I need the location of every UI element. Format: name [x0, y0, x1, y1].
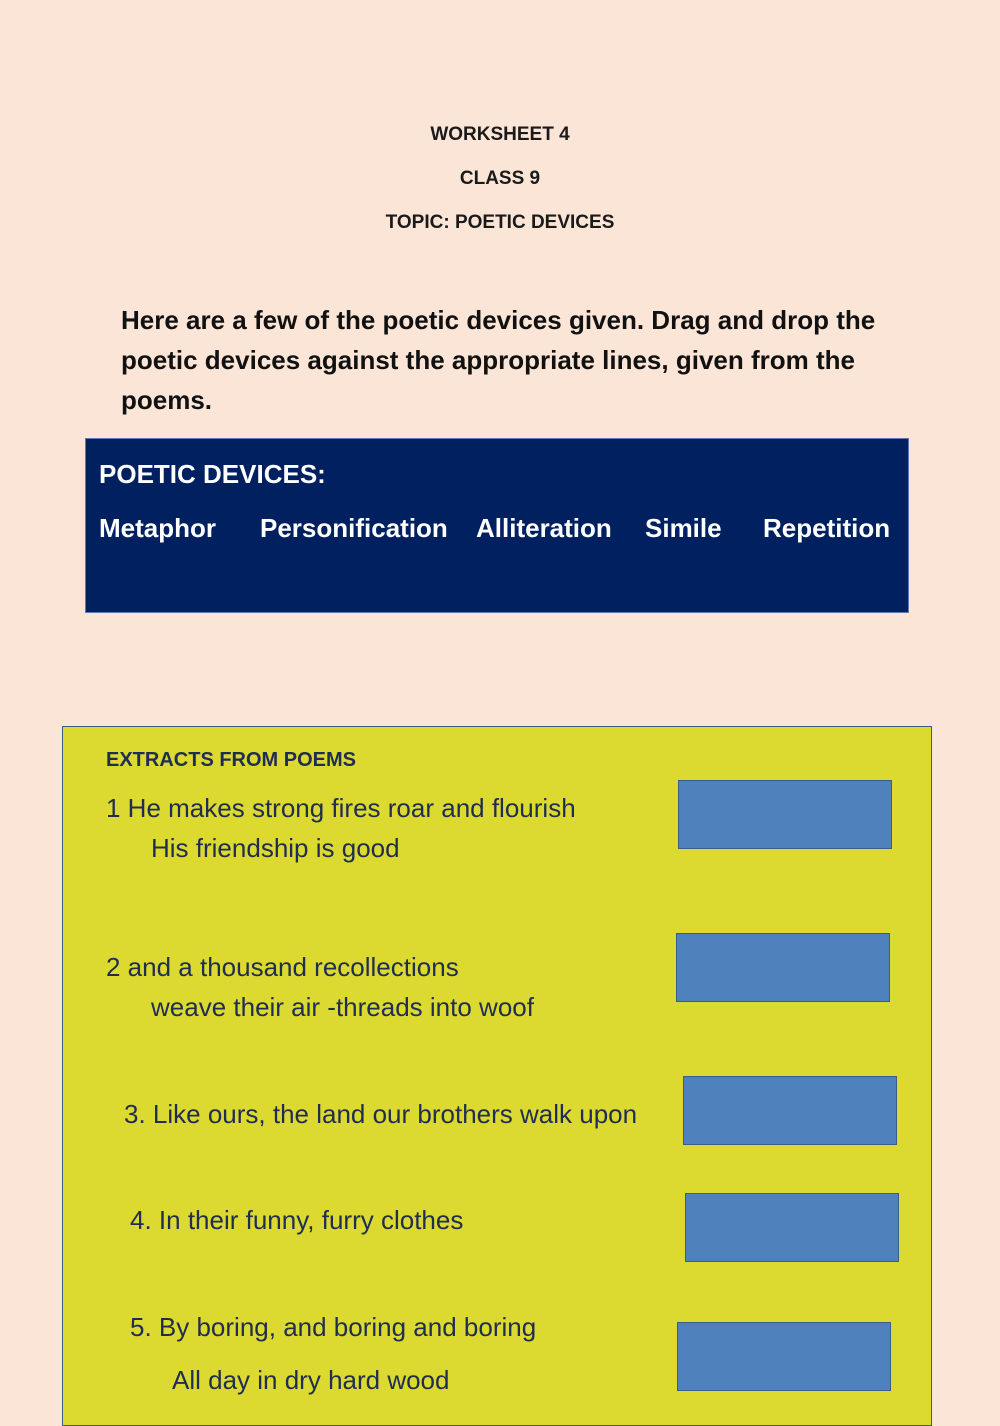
drop-box-3[interactable]	[683, 1076, 897, 1145]
device-simile[interactable]: Simile	[645, 513, 722, 543]
extract-4-line-1: 4. In their funny, furry clothes	[130, 1205, 464, 1235]
device-repetition[interactable]: Repetition	[763, 513, 891, 543]
device-metaphor[interactable]: Metaphor	[99, 513, 216, 543]
worksheet-number: WORKSHEET 4	[430, 124, 570, 145]
extract-2-line-2: weave their air -threads into woof	[151, 992, 534, 1022]
extracts-title: EXTRACTS FROM POEMS	[106, 749, 357, 771]
device-personification[interactable]: Personification	[260, 513, 448, 543]
extract-5-line-1: 5. By boring, and boring and boring	[130, 1312, 537, 1342]
extracts-panel	[62, 726, 932, 1426]
devices-title: POETIC DEVICES:	[99, 459, 326, 489]
extract-3-line-1: 3. Like ours, the land our brothers walk upon	[124, 1099, 638, 1129]
drop-box-5[interactable]	[677, 1322, 891, 1391]
poetic-devices-panel	[85, 438, 909, 613]
extract-5-line-2: All day in dry hard wood	[172, 1365, 450, 1395]
topic-label: TOPIC: POETIC DEVICES	[385, 212, 615, 233]
drop-box-2[interactable]	[676, 933, 890, 1002]
drop-box-4[interactable]	[685, 1193, 899, 1262]
extract-1-line-1: 1 He makes strong fires roar and flourish	[106, 793, 576, 823]
extract-2-line-1: 2 and a thousand recollections	[106, 952, 459, 982]
drop-box-1[interactable]	[678, 780, 892, 849]
extract-1-line-2: His friendship is good	[151, 833, 400, 863]
instructions-text: Here are a few of the poetic devices given. Drag and drop the poetic devices against the appropriate lines, given from the poems.	[121, 305, 876, 415]
class-label: CLASS 9	[459, 168, 541, 189]
device-alliteration[interactable]: Alliteration	[476, 513, 612, 543]
